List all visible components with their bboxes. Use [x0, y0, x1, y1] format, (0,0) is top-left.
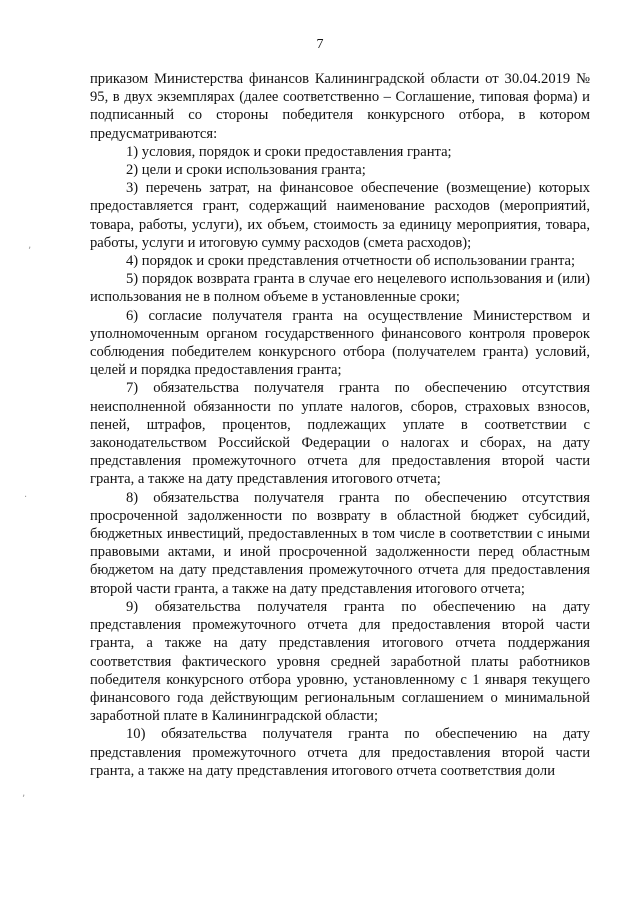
paragraph-intro: приказом Министерства финансов Калининградской области от 30.04.2019 № 95, в двух экземплярах (далее соответственно – Соглашение, типовая форма) и подписанный со стороны победителя конкурсного отбора, в котором предусматриваются:	[90, 71, 590, 142]
paragraph-item-2: 2) цели и сроки использования гранта;	[126, 162, 366, 179]
paragraph-item-8: 8) обязательства получателя гранта по обеспечению отсутствия просроченной задолженности по возврату в областной бюджет субсидий, бюджетных инвестиций, предоставленных в том числе в соответствии с иными правовыми актами, и иной просроченной задолженности перед областным бюджетом на дату представления промежуточного отчета для предоставления второй части гранта, а также на дату представления итогового отчета;	[90, 489, 590, 597]
paragraph-item-6: 6) согласие получателя гранта на осуществление Министерством и уполномоченным органом государственного финансового контроля проверок соблюдения победителем конкурсного отбора (получателем гранта) условий, целей и порядка предоставления гранта;	[90, 307, 590, 379]
paragraph-item-4: 4) порядок и сроки представления отчетности об использовании гранта;	[126, 253, 576, 270]
paragraph-item-3: 3) перечень затрат, на финансовое обеспечение (возмещение) которых предоставляется грант, содержащий наименование расходов (мероприятий, товара, работы, услуги), их объем, стоимость за единицу мероприятия, товара, работы, услуги и итоговую сумму расходов (смета расходов);	[90, 180, 590, 251]
body-text	[90, 70, 590, 780]
paragraph-item-10: 10) обязательства получателя гранта по обеспечению на дату представления промежуточного отчета для предоставления второй части гранта, а также на дату представления итогового отчета соответствия доли	[90, 726, 590, 779]
paragraph-item-7: 7) обязательства получателя гранта по обеспечению отсутствия неисполненной обязанности по уплате налогов, сборов, страховых взносов, пеней, штрафов, процентов, подлежащих уплате в соответствии с законодательством Российской Федерации о налогах и сборах, на дату представления промежуточного отчета для предоставления второй части гранта, а также на дату представления итогового отчета;	[90, 380, 590, 488]
scan-mark: ‚	[28, 240, 32, 251]
paragraph-item-9: 9) обязательства получателя гранта по обеспечению на дату представления промежуточного отчета для предоставления второй части гранта, а также на дату представления итогового отчета поддержания соответствия фактического уровня средней заработной платы работников победителя конкурсного отбора уровню, установленному с 1 января текущего финансового года действующим региональным соглашением о минимальной заработной плате в Калининградской области;	[90, 598, 590, 725]
scan-mark: ‚	[22, 788, 26, 799]
paragraph-item-1: 1) условия, порядок и сроки предоставления гранта;	[126, 143, 452, 160]
scan-mark: ·	[24, 492, 28, 503]
page-number: 7	[316, 37, 324, 52]
paragraph-item-5: 5) порядок возврата гранта в случае его нецелевого использования и (или) использования не в полном объеме в установленные сроки;	[90, 271, 590, 306]
